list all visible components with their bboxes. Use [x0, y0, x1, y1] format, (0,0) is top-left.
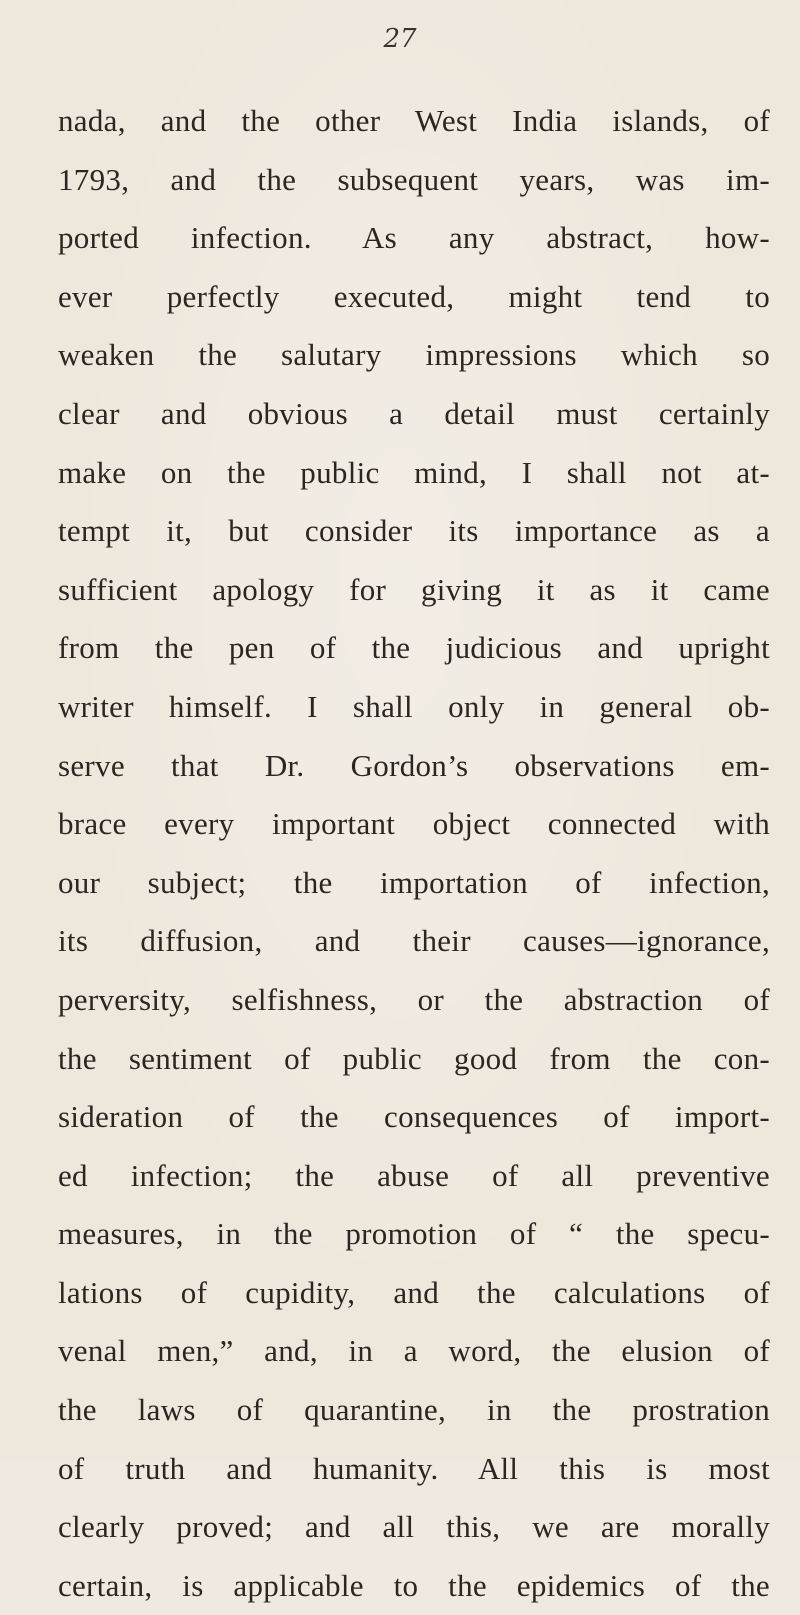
- text-line: of truth and humanity. All this is most: [58, 1450, 770, 1486]
- text-line: nada, and the other West India islands, of: [58, 103, 770, 138]
- body-text: [58, 92, 770, 1615]
- text-line: from the pen of the judicious and upright: [58, 630, 770, 666]
- text-line: ed infection; the abuse of all preventive: [58, 1157, 770, 1193]
- text-line: our subject; the importation of infection,: [58, 864, 770, 900]
- text-line: ported infection. As any abstract, how-: [58, 220, 770, 256]
- text-line: the sentiment of public good from the con-: [58, 1040, 770, 1076]
- text-line: sufficient apology for giving it as it came: [58, 571, 770, 607]
- text-line: brace every important object connected with: [58, 806, 770, 842]
- text-line: sideration of the consequences of import-: [58, 1099, 770, 1135]
- text-line: clearly proved; and all this, we are morally: [58, 1509, 770, 1545]
- text-line: writer himself. I shall only in general ob-: [58, 688, 770, 724]
- text-line: certain, is applicable to the epidemics of the: [58, 1567, 770, 1603]
- text-line: weaken the salutary impressions which so: [58, 337, 770, 373]
- text-line: perversity, selfishness, or the abstraction of: [58, 981, 770, 1017]
- text-line: venal men,” and, in a word, the elusion of: [58, 1333, 770, 1369]
- text-line: the laws of quarantine, in the prostration: [58, 1392, 770, 1428]
- text-line: make on the public mind, I shall not at-: [58, 454, 770, 490]
- text-line: 1793, and the subsequent years, was im-: [58, 161, 770, 197]
- text-line: lations of cupidity, and the calculations of: [58, 1274, 770, 1310]
- page-number: 27: [383, 24, 417, 54]
- text-line: ever perfectly executed, might tend to: [58, 278, 770, 314]
- text-line: its diffusion, and their causes—ignorance,: [58, 923, 770, 959]
- text-line: measures, in the promotion of “ the specu-: [58, 1216, 770, 1252]
- text-line: clear and obvious a detail must certainly: [58, 395, 770, 431]
- text-line: serve that Dr. Gordon’s observations em-: [58, 747, 770, 783]
- text-line: tempt it, but consider its importance as a: [58, 513, 770, 549]
